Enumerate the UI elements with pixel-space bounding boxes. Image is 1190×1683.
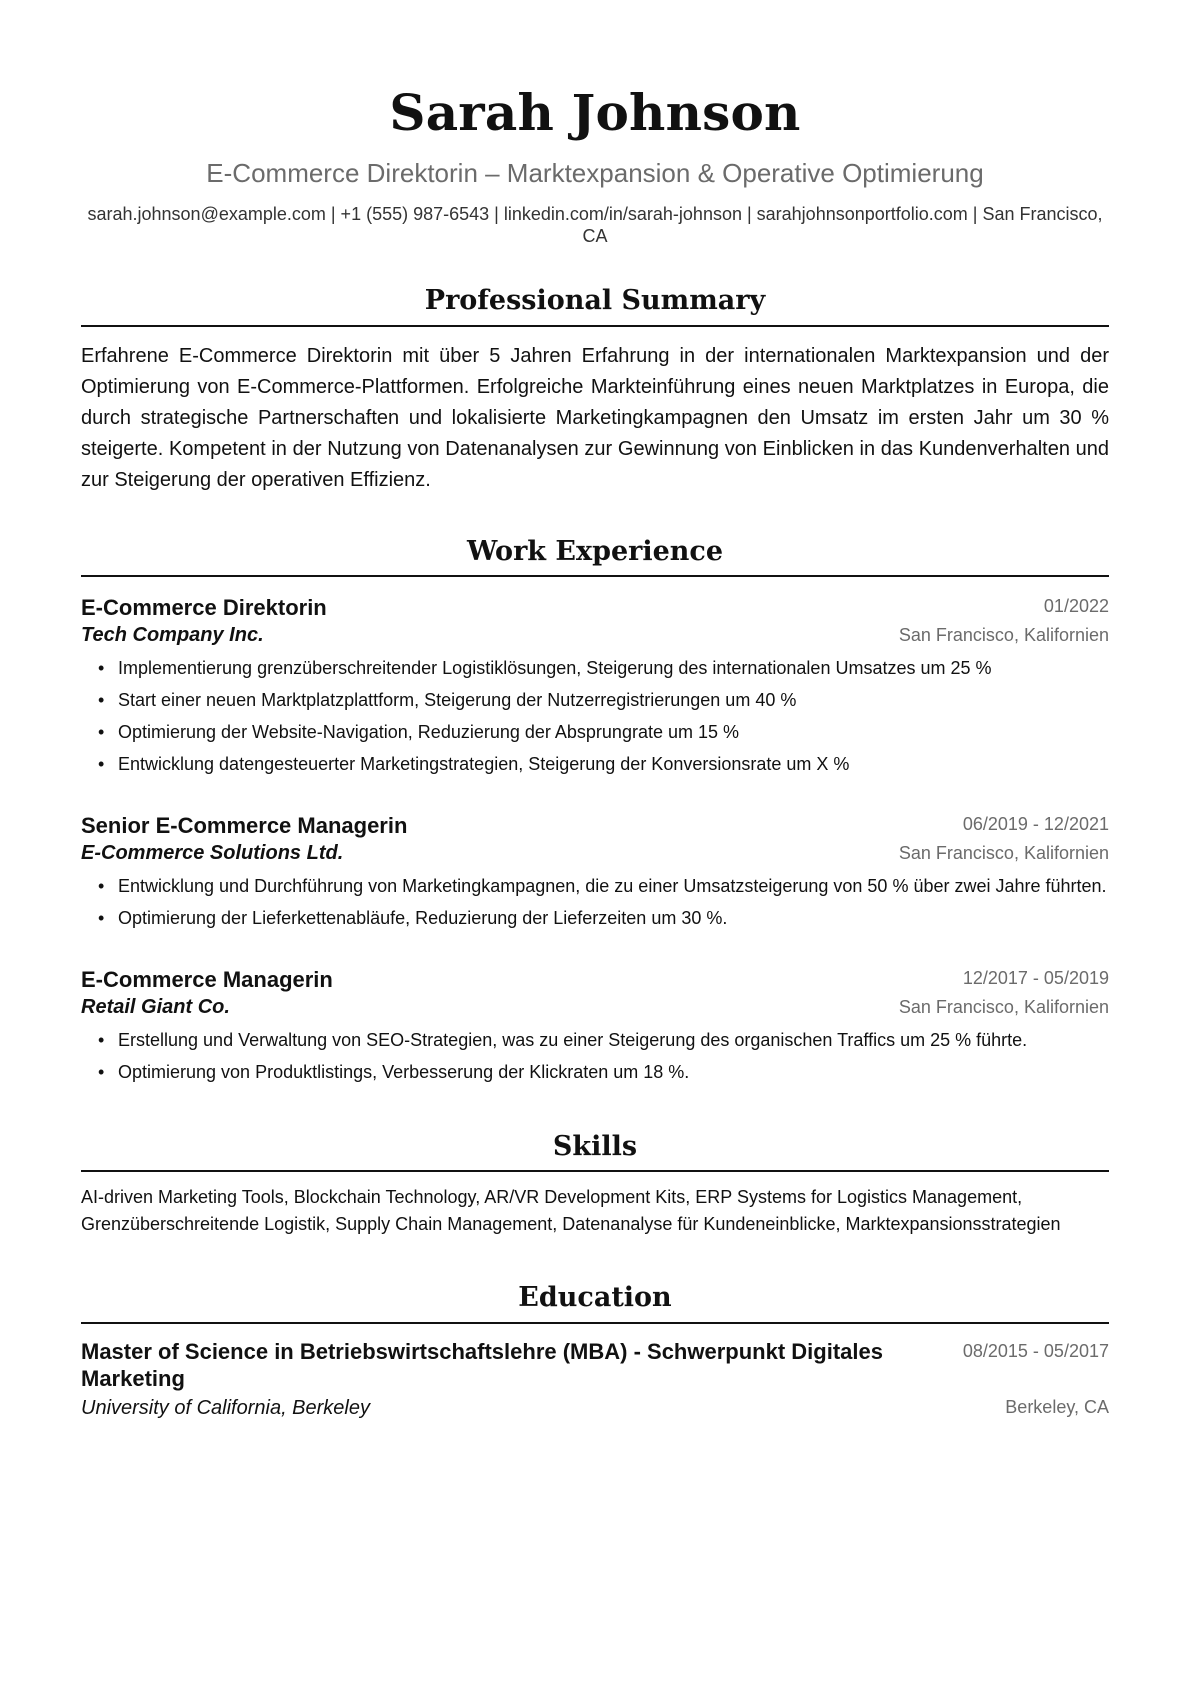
candidate-name: Sarah Johnson [389, 83, 801, 142]
summary-heading: Professional Summary [81, 285, 1109, 326]
contact-line: sarah.johnson@example.com | +1 (555) 987-6543 | linkedin.com/in/sarah-johnson | sarahjohnsonportfolio.com | San Francisco, CA [87, 204, 1103, 247]
job-bullet: • Optimierung der Lieferkettenabläufe, Reduzierung der Lieferzeiten um 30 %. [118, 906, 1109, 931]
job-company: E-Commerce Solutions Ltd. [81, 841, 344, 864]
job-bullets [81, 874, 1109, 931]
job-date: 06/2019 - 12/2021 [962, 813, 1109, 834]
job-bullets [81, 656, 1109, 777]
school-location: Berkeley, CA [1005, 1396, 1109, 1417]
job-bullet: • Optimierung von Produktlistings, Verbesserung der Klickraten um 18 %. [118, 1060, 1109, 1085]
job-title: E-Commerce Direktorin [81, 594, 327, 620]
skills-text: AI-driven Marketing Tools, Blockchain Technology, AR/VR Development Kits, ERP Systems for Logistics Management, Grenzüberschreitende Logistik, Supply Chain Management, Datenanalyse für Kundeneinblicke, Marktexpansionsstrategien [81, 1187, 1061, 1235]
education-date: 08/2015 - 05/2017 [962, 1340, 1109, 1361]
job-bullet: • Entwicklung datengesteuerter Marketingstrategien, Steigerung der Konversionsrate um X % [118, 752, 1109, 777]
experience-heading: Work Experience [81, 536, 1109, 577]
job-bullet: • Implementierung grenzüberschreitender Logistiklösungen, Steigerung des internationalen Umsatzes um 25 % [118, 656, 1109, 681]
job-date: 01/2022 [1043, 595, 1109, 616]
education-section [81, 1282, 1109, 1421]
school-name: University of California, Berkeley [81, 1396, 370, 1419]
summary-section [81, 285, 1109, 495]
job-bullets [81, 1028, 1109, 1085]
job-company: Tech Company Inc. [81, 623, 264, 646]
job-entry [81, 811, 1109, 931]
job-bullet: • Optimierung der Website-Navigation, Reduzierung der Absprungrate um 15 % [118, 720, 1109, 745]
education-heading: Education [81, 1282, 1109, 1323]
job-location: San Francisco, Kalifornien [898, 624, 1109, 645]
job-company: Retail Giant Co. [81, 995, 230, 1018]
candidate-headline: E-Commerce Direktorin – Marktexpansion & Operative Optimierung [206, 158, 984, 188]
job-bullet: • Entwicklung und Durchführung von Marketingkampagnen, die zu einer Umsatzsteigerung von 50 % über zwei Jahre führten. [118, 874, 1109, 899]
job-location: San Francisco, Kalifornien [898, 842, 1109, 863]
job-title: Senior E-Commerce Managerin [81, 812, 408, 838]
education-entry [81, 1338, 1109, 1422]
job-title: E-Commerce Managerin [81, 966, 333, 992]
skills-heading: Skills [81, 1131, 1109, 1172]
job-bullet: • Start einer neuen Marktplatzplattform, Steigerung der Nutzerregistrierungen um 40 % [118, 688, 1109, 713]
job-bullet: • Erstellung und Verwaltung von SEO-Strategien, was zu einer Steigerung des organischen Traffics um 25 % führte. [118, 1028, 1109, 1053]
skills-section [81, 1131, 1109, 1238]
degree-title: Master of Science in Betriebswirtschaftslehre (MBA) - Schwerpunkt Digitales Marketing [81, 1338, 883, 1391]
resume-header [81, 0, 1109, 247]
experience-section [81, 536, 1109, 1085]
job-location: San Francisco, Kalifornien [898, 996, 1109, 1017]
job-entry [81, 965, 1109, 1085]
summary-text: Erfahrene E-Commerce Direktorin mit über 5 Jahren Erfahrung in der internationalen Marktexpansion und der Optimierung von E-Commerce-Plattformen. Erfolgreiche Markteinführung eines neuen Marktplatzes in Europa, die durch strategische Partnerschaften und lokalisierte Marketingkampagnen den Umsatz im ersten Jahr um 30 % steigerte. Kompetent in der Nutzung von Datenanalysen zur Gewinnung von Einblicken in das Kundenverhalten und zur Steigerung der operativen Effizienz. [81, 344, 1109, 491]
job-date: 12/2017 - 05/2019 [962, 967, 1109, 988]
job-entry [81, 593, 1109, 777]
